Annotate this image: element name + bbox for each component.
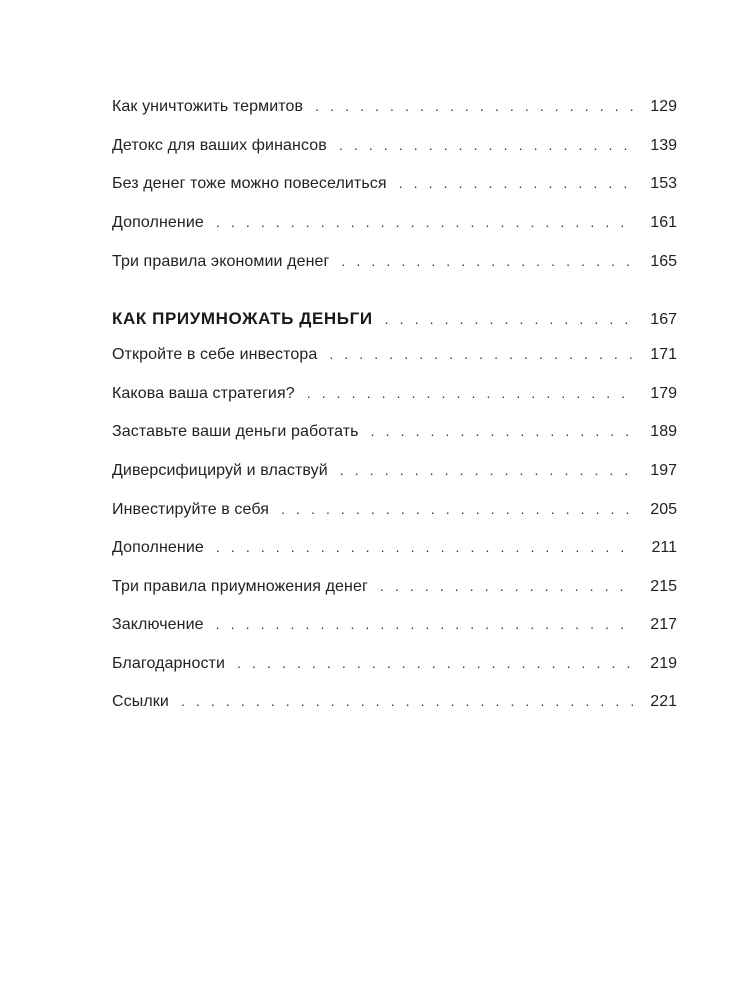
dot-leader: [371, 424, 633, 438]
toc-entry-page: 153: [650, 175, 677, 192]
toc-entry-title: Заключение: [112, 616, 204, 633]
dot-leader: [341, 254, 633, 268]
toc-entry-title: Дополнение: [112, 214, 204, 231]
dot-leader: [380, 579, 633, 593]
toc-entry-title: Диверсифицируй и властвуй: [112, 462, 328, 479]
toc-section-title: КАК ПРИУМНОЖАТЬ ДЕНЬГИ: [112, 309, 373, 328]
toc-entry: [112, 214, 677, 240]
dot-leader: [339, 138, 633, 152]
toc-entry-page: 205: [650, 501, 677, 518]
toc-entry-page: 179: [650, 385, 677, 402]
toc-entry-page: 219: [650, 655, 677, 672]
toc-entry-title: Три правила приумножения денег: [112, 578, 368, 595]
toc-entry: [112, 385, 677, 411]
toc-entry: [112, 253, 677, 279]
toc-entry-page: 161: [650, 214, 677, 231]
toc-entry-page: 165: [650, 253, 677, 270]
toc-entry-page: 211: [651, 539, 677, 556]
toc-entry-title: Без денег тоже можно повеселиться: [112, 175, 387, 192]
dot-leader: [315, 99, 633, 113]
toc-entry-title: Как уничтожить термитов: [112, 98, 304, 115]
toc-entry-page: 197: [650, 462, 677, 479]
toc-entry: [112, 137, 677, 163]
toc-entry: [112, 693, 677, 719]
toc-entry-page: 189: [650, 423, 677, 440]
dot-leader: [329, 347, 633, 361]
dot-leader: [181, 694, 633, 708]
toc-entry-title: Ссылки: [112, 693, 169, 710]
toc-entry-title: Дополнение: [112, 539, 204, 556]
toc-entry: [112, 98, 677, 124]
toc-entry: [112, 539, 677, 565]
dot-leader: [307, 386, 633, 400]
toc-entry: [112, 501, 677, 527]
dot-leader: [237, 656, 633, 670]
toc-entry-page: 171: [650, 346, 677, 363]
toc-entry-page: 221: [650, 693, 677, 710]
toc-entry-page: 215: [650, 578, 677, 595]
toc-entry-title: Какова ваша стратегия?: [112, 385, 295, 402]
toc-entry-title: Инвестируйте в себя: [112, 501, 270, 518]
dot-leader: [281, 502, 633, 516]
toc-entry: [112, 616, 677, 642]
toc-entry-page: 167: [650, 311, 677, 328]
toc-entry-title: Заставьте ваши деньги работать: [112, 423, 359, 440]
toc-entry: [112, 578, 677, 604]
toc-entry: [112, 423, 677, 449]
dot-leader: [385, 312, 633, 326]
toc-entry-page: 217: [650, 616, 677, 633]
dot-leader: [340, 463, 633, 477]
dot-leader: [216, 215, 633, 229]
toc-entry-title: Детокс для ваших финансов: [112, 137, 327, 154]
toc-entry-title: Благодарности: [112, 655, 226, 672]
toc-entry: [112, 655, 677, 681]
toc-entry-page: 129: [650, 98, 677, 115]
toc-entry-title: Три правила экономии денег: [112, 253, 330, 270]
toc-entry-title: Откройте в себе инвестора: [112, 346, 318, 363]
toc-section-heading: [112, 309, 677, 335]
toc-entry: [112, 462, 677, 488]
toc-entry: [112, 346, 677, 372]
dot-leader: [216, 617, 633, 631]
toc-entry-page: 139: [650, 137, 677, 154]
toc-entry: [112, 175, 677, 201]
dot-leader: [216, 540, 633, 554]
dot-leader: [399, 176, 633, 190]
